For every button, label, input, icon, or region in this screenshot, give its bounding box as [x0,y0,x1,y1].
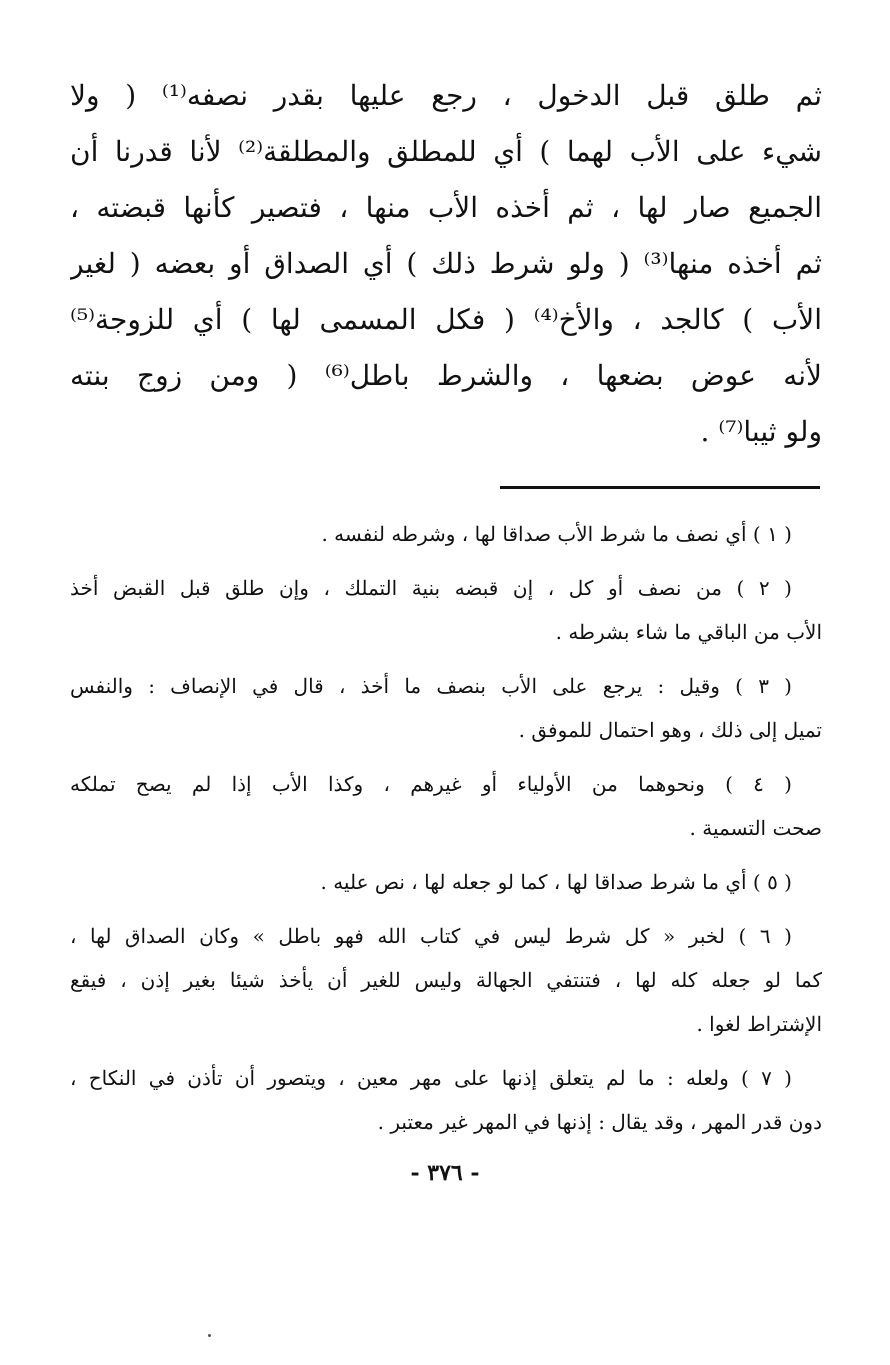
footnote-separator-rule [500,486,820,489]
footnotes-block [70,512,822,1154]
footnote-line: ( ٥ ) أي ما شرط صداقا لها ، كما لو جعله لها ، نص عليه . [320,870,792,894]
footnote-2 [70,566,822,654]
footnote-5 [70,860,822,904]
main-text-line: شيء على الأب لهما ) أي للمطلق والمطلقة⁽²⁾ لأنا قدرنا أن [70,135,822,168]
main-text-block [70,68,822,460]
footnote-6 [70,914,822,1046]
footnote-line: ( ٧ ) ولعله : ما لم يتعلق إذنها على مهر معين ، ويتصور أن تأذن في النكاح ، [70,1066,792,1090]
main-text-line: الجميع صار لها ، ثم أخذه الأب منها ، فتصير كأنها قبضته ، [70,191,822,224]
main-text-line: ولو ثيبا⁽⁷⁾ . [700,415,822,448]
footnote-line: الأب من الباقي ما شاء بشرطه . [555,620,822,644]
footnote-4 [70,762,822,850]
footnote-3 [70,664,822,752]
footnote-line: كما لو جعله كله لها ، فتنتفي الجهالة وليس للغير أن يأخذ شيئا بغير إذن ، فيقع [70,968,822,992]
main-text-line: ثم طلق قبل الدخول ، رجع عليها بقدر نصفه⁽¹⁾ ( ولا [70,79,822,112]
main-text-line: الأب ) كالجد ، والأخ⁽⁴⁾ ( فكل المسمى لها ) أي للزوجة⁽⁵⁾ [70,303,822,336]
footnote-line: صحت التسمية . [689,816,822,840]
footnote-1 [70,512,822,556]
footnote-line: ( ٤ ) ونحوهما من الأولياء أو غيرهم ، وكذا الأب إذا لم يصح تملكه [70,772,792,796]
footnote-line: دون قدر المهر ، وقد يقال : إذنها في المهر غير معتبر . [377,1110,822,1134]
footnote-line: ( ٣ ) وقيل : يرجع على الأب بنصف ما أخذ ، قال في الإنصاف : والنفس [70,674,792,698]
footnote-line: ( ٢ ) من نصف أو كل ، إن قبضه بنية التملك ، وإن طلق قبل القبض أخذ [70,576,792,600]
main-text-line: لأنه عوض بضعها ، والشرط باطل⁽⁶⁾ ( ومن زوج بنته [70,359,822,392]
footnote-7 [70,1056,822,1144]
footnote-line: ( ١ ) أي نصف ما شرط الأب صداقا لها ، وشرطه لنفسه . [321,522,792,546]
page-number: - ٣٧٦ - [410,1160,480,1186]
footnote-line: الإشتراط لغوا . [696,1012,822,1036]
main-text-line: ثم أخذه منها⁽³⁾ ( ولو شرط ذلك ) أي الصداق أو بعضه ( لغير [70,247,822,280]
footnote-line: ( ٦ ) لخبر « كل شرط ليس في كتاب الله فهو باطل » وكان الصداق لها ، [70,924,792,948]
speck-mark [208,1334,211,1337]
footnote-line: تميل إلى ذلك ، وهو احتمال للموفق . [518,718,822,742]
